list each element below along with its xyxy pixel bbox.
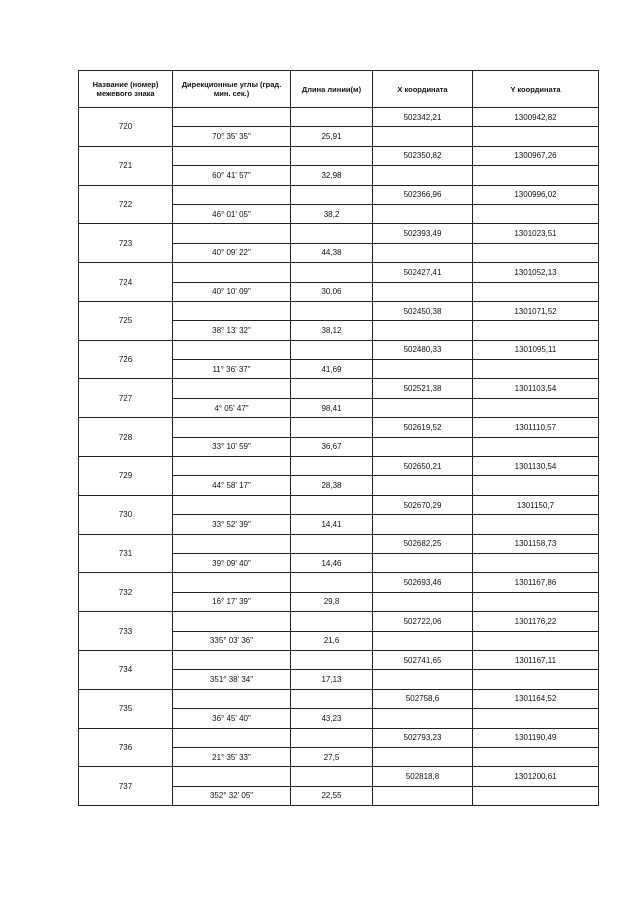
length-cell [291,650,373,669]
angle-cell [173,263,291,282]
table-row [79,379,599,398]
angle-cell: 39° 09' 40" [173,553,291,572]
angle-cell: 33° 10' 59" [173,437,291,456]
x-coordinate-cell: 502793,23 [373,728,473,747]
angle-cell: 21° 35' 33" [173,747,291,766]
angle-cell: 38° 13' 32" [173,321,291,340]
point-name-cell: 722 [79,185,173,224]
length-cell: 41,69 [291,360,373,379]
header-line-length: Длина линии(м) [291,71,373,108]
length-cell: 22,55 [291,786,373,805]
y-coordinate-cell: 1301023,51 [473,224,599,243]
angle-cell: 40° 09' 22" [173,243,291,262]
table-row [79,185,599,204]
angle-cell: 335° 03' 36" [173,631,291,650]
angle-cell [173,457,291,476]
angle-cell: 351° 38' 34" [173,670,291,689]
angle-cell: 44° 58' 17" [173,476,291,495]
angle-cell [173,418,291,437]
point-name-cell: 720 [79,108,173,147]
x-coordinate-cell [373,553,473,572]
point-name-cell: 737 [79,767,173,806]
angle-cell [173,379,291,398]
length-cell [291,767,373,786]
point-name-cell: 721 [79,146,173,185]
length-cell [291,263,373,282]
length-cell: 36,67 [291,437,373,456]
angle-cell [173,301,291,320]
length-cell: 32,98 [291,166,373,185]
y-coordinate-cell [473,592,599,611]
x-coordinate-cell [373,282,473,301]
y-coordinate-cell: 1301158,73 [473,534,599,553]
y-coordinate-cell [473,747,599,766]
x-coordinate-cell [373,670,473,689]
length-cell [291,301,373,320]
length-cell [291,728,373,747]
y-coordinate-cell [473,243,599,262]
angle-cell [173,146,291,165]
angle-cell: 46° 01' 05" [173,204,291,223]
table-row [79,495,599,514]
x-coordinate-cell: 502741,65 [373,650,473,669]
angle-cell [173,573,291,592]
point-name-cell: 727 [79,379,173,418]
point-name-cell: 724 [79,263,173,302]
x-coordinate-cell: 502818,8 [373,767,473,786]
y-coordinate-cell [473,127,599,146]
x-coordinate-cell [373,360,473,379]
header-row [79,71,599,108]
length-cell [291,457,373,476]
point-name-cell: 734 [79,650,173,689]
x-coordinate-cell: 502427,41 [373,263,473,282]
angle-cell [173,650,291,669]
length-cell: 43,23 [291,709,373,728]
y-coordinate-cell [473,709,599,728]
x-coordinate-cell [373,631,473,650]
table-row [79,767,599,786]
y-coordinate-cell [473,631,599,650]
y-coordinate-cell [473,398,599,417]
x-coordinate-cell: 502693,46 [373,573,473,592]
length-cell: 30,06 [291,282,373,301]
y-coordinate-cell: 1301130,54 [473,457,599,476]
x-coordinate-cell [373,321,473,340]
y-coordinate-cell [473,282,599,301]
table-body [79,108,599,806]
angle-cell [173,495,291,514]
x-coordinate-cell [373,166,473,185]
angle-cell [173,612,291,631]
angle-cell: 33° 52' 39" [173,515,291,534]
point-name-cell: 733 [79,612,173,651]
x-coordinate-cell: 502342,21 [373,108,473,127]
x-coordinate-cell [373,398,473,417]
table-row [79,418,599,437]
boundary-table-container [78,70,598,806]
table-row [79,224,599,243]
y-coordinate-cell: 1301200,61 [473,767,599,786]
angle-cell [173,340,291,359]
y-coordinate-cell: 1300967,26 [473,146,599,165]
point-name-cell: 725 [79,301,173,340]
table-row [79,650,599,669]
y-coordinate-cell [473,204,599,223]
length-cell: 25,91 [291,127,373,146]
x-coordinate-cell [373,204,473,223]
x-coordinate-cell: 502758,6 [373,689,473,708]
y-coordinate-cell: 1301167,86 [473,573,599,592]
y-coordinate-cell: 1301095,11 [473,340,599,359]
point-name-cell: 729 [79,457,173,496]
length-cell: 38,12 [291,321,373,340]
table-row [79,689,599,708]
x-coordinate-cell [373,709,473,728]
header-y-coordinate: Y координата [473,71,599,108]
y-coordinate-cell: 1301110,57 [473,418,599,437]
y-coordinate-cell: 1301052,13 [473,263,599,282]
x-coordinate-cell [373,437,473,456]
length-cell: 14,41 [291,515,373,534]
angle-cell: 40° 10' 09" [173,282,291,301]
table-row [79,263,599,282]
length-cell [291,612,373,631]
x-coordinate-cell: 502350,82 [373,146,473,165]
length-cell: 21,6 [291,631,373,650]
x-coordinate-cell: 502366,96 [373,185,473,204]
x-coordinate-cell [373,243,473,262]
table-row [79,301,599,320]
table-row [79,728,599,747]
y-coordinate-cell: 1301176,22 [473,612,599,631]
length-cell: 29,8 [291,592,373,611]
x-coordinate-cell: 502393,49 [373,224,473,243]
x-coordinate-cell [373,476,473,495]
x-coordinate-cell: 502521,38 [373,379,473,398]
y-coordinate-cell: 1300996,02 [473,185,599,204]
x-coordinate-cell [373,515,473,534]
x-coordinate-cell: 502650,21 [373,457,473,476]
length-cell: 28,38 [291,476,373,495]
length-cell [291,534,373,553]
angle-cell: 70° 35' 35" [173,127,291,146]
table-row [79,340,599,359]
x-coordinate-cell [373,592,473,611]
angle-cell [173,108,291,127]
y-coordinate-cell [473,553,599,572]
y-coordinate-cell [473,321,599,340]
length-cell [291,340,373,359]
header-direction-angle: Дирекционные углы (град. мин. сек.) [173,71,291,108]
x-coordinate-cell: 502682,25 [373,534,473,553]
angle-cell: 352° 32' 05" [173,786,291,805]
x-coordinate-cell: 502480,33 [373,340,473,359]
y-coordinate-cell [473,360,599,379]
table-row [79,534,599,553]
angle-cell: 16° 17' 39" [173,592,291,611]
y-coordinate-cell: 1301190,49 [473,728,599,747]
angle-cell [173,689,291,708]
x-coordinate-cell [373,127,473,146]
y-coordinate-cell [473,515,599,534]
length-cell: 27,5 [291,747,373,766]
length-cell [291,108,373,127]
point-name-cell: 731 [79,534,173,573]
angle-cell [173,224,291,243]
y-coordinate-cell [473,786,599,805]
table-row [79,108,599,127]
point-name-cell: 728 [79,418,173,457]
x-coordinate-cell: 502722,06 [373,612,473,631]
length-cell [291,146,373,165]
y-coordinate-cell [473,437,599,456]
length-cell [291,573,373,592]
angle-cell: 11° 36' 37" [173,360,291,379]
table-header [79,71,599,108]
x-coordinate-cell [373,747,473,766]
length-cell: 17,13 [291,670,373,689]
table-row [79,146,599,165]
length-cell [291,224,373,243]
header-x-coordinate: X координата [373,71,473,108]
length-cell: 44,38 [291,243,373,262]
boundary-coordinates-table [78,70,599,806]
y-coordinate-cell: 1301164,52 [473,689,599,708]
point-name-cell: 723 [79,224,173,263]
y-coordinate-cell: 1301150,7 [473,495,599,514]
y-coordinate-cell: 1301167,11 [473,650,599,669]
length-cell [291,185,373,204]
point-name-cell: 730 [79,495,173,534]
table-row [79,457,599,476]
table-row [79,573,599,592]
length-cell [291,379,373,398]
length-cell [291,689,373,708]
y-coordinate-cell: 1301071,52 [473,301,599,320]
angle-cell [173,767,291,786]
x-coordinate-cell [373,786,473,805]
point-name-cell: 736 [79,728,173,767]
length-cell: 98,41 [291,398,373,417]
point-name-cell: 732 [79,573,173,612]
length-cell [291,495,373,514]
angle-cell: 4° 05' 47" [173,398,291,417]
length-cell: 14,46 [291,553,373,572]
length-cell [291,418,373,437]
angle-cell: 60° 41' 57" [173,166,291,185]
y-coordinate-cell: 1301103,54 [473,379,599,398]
y-coordinate-cell [473,670,599,689]
point-name-cell: 726 [79,340,173,379]
length-cell: 38,2 [291,204,373,223]
x-coordinate-cell: 502619,52 [373,418,473,437]
angle-cell: 36° 45' 40" [173,709,291,728]
y-coordinate-cell [473,476,599,495]
angle-cell [173,185,291,204]
y-coordinate-cell: 1300942,82 [473,108,599,127]
x-coordinate-cell: 502450,38 [373,301,473,320]
table-row [79,612,599,631]
header-point-name: Название (номер) межевого знака [79,71,173,108]
angle-cell [173,534,291,553]
y-coordinate-cell [473,166,599,185]
x-coordinate-cell: 502670,29 [373,495,473,514]
point-name-cell: 735 [79,689,173,728]
angle-cell [173,728,291,747]
